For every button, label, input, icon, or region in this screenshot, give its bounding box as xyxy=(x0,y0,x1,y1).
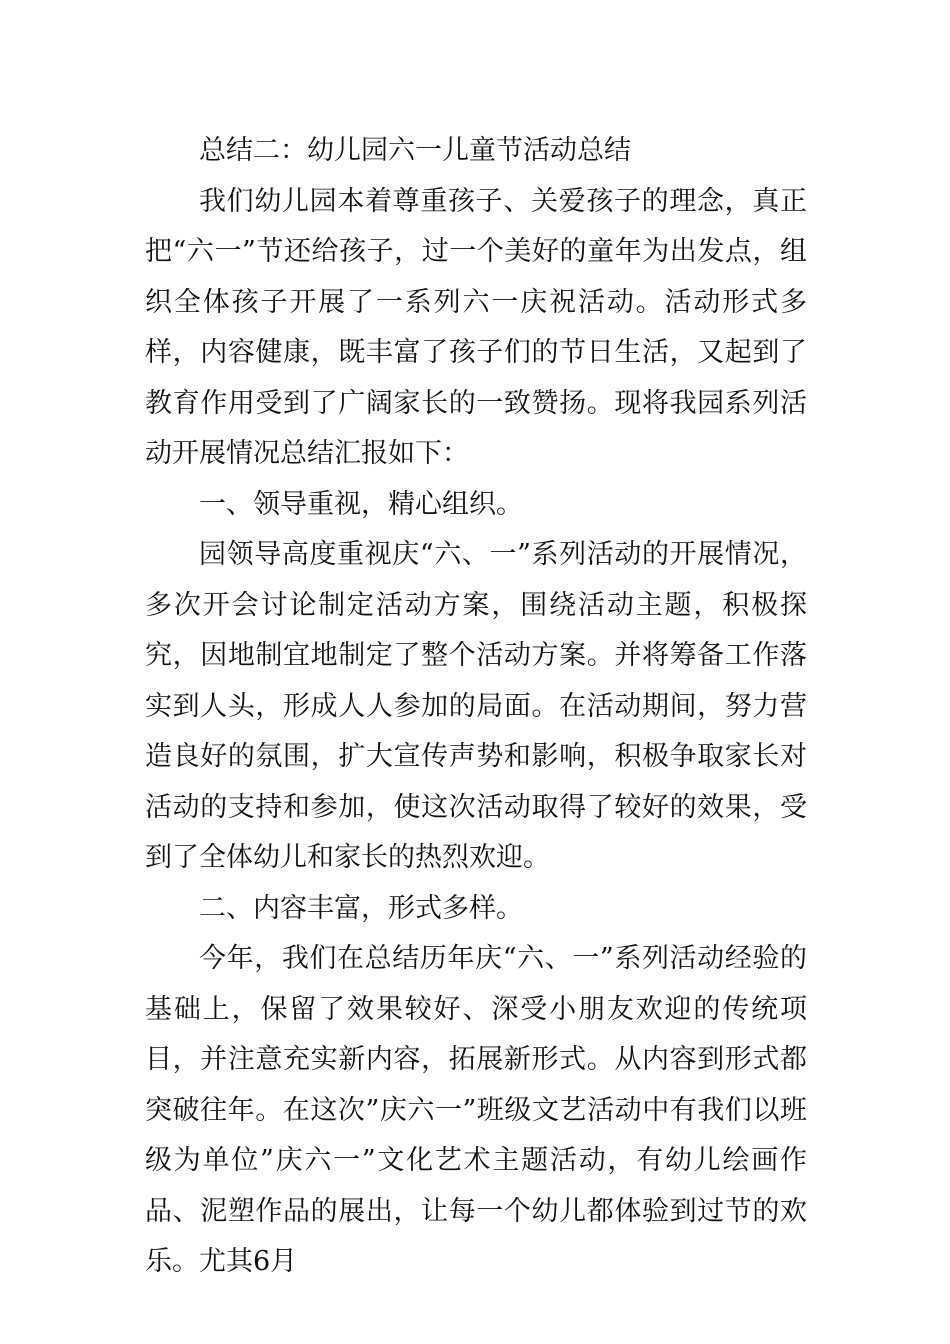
section-heading-2: 二、内容丰富，形式多样。 xyxy=(199,892,523,924)
paragraph-section-2: 今年，我们在总结历年庆“六、一”系列活动经验的基础上，保留了效果较好、深受小朋友欢迎的传统项目，并注意充实新内容，拓展新形式。从内容到形式都突破往年。在这次”庆六一”班级文艺活动中有我们以班级为单位”庆六一”文化艺术主题活动，有幼儿绘画作品、泥塑作品的展出，让每一个幼儿都体验到过节的欢乐。尤其6月 xyxy=(145,943,807,1277)
document-title: 总结二：幼儿园六一儿童节活动总结 xyxy=(199,135,631,166)
section-heading-1: 一、领导重视，精心组织。 xyxy=(199,488,523,520)
paragraph-intro: 我们幼儿园本着尊重孩子、关爱孩子的理念，真正把“六一”节还给孩子，过一个美好的童年为出发点，组织全体孩子开展了一系列六一庆祝活动。活动形式多样，内容健康，既丰富了孩子们的节日生活，又起到了教育作用受到了广阔家长的一致赞扬。现将我园系列活动开展情况总结汇报如下： xyxy=(145,185,807,469)
paragraph-section-1: 园领导高度重视庆“六、一”系列活动的开展情况，多次开会讨论制定活动方案，围绕活动主题，积极探究，因地制宜地制定了整个活动方案。并将筹备工作落实到人头，形成人人参加的局面。在活动期间，努力营造良好的氛围，扩大宣传声势和影响，积极争取家长对活动的支持和参加，使这次活动取得了较好的效果，受到了全体幼儿和家长的热烈欢迎。 xyxy=(145,539,807,873)
document-body xyxy=(145,126,807,1288)
